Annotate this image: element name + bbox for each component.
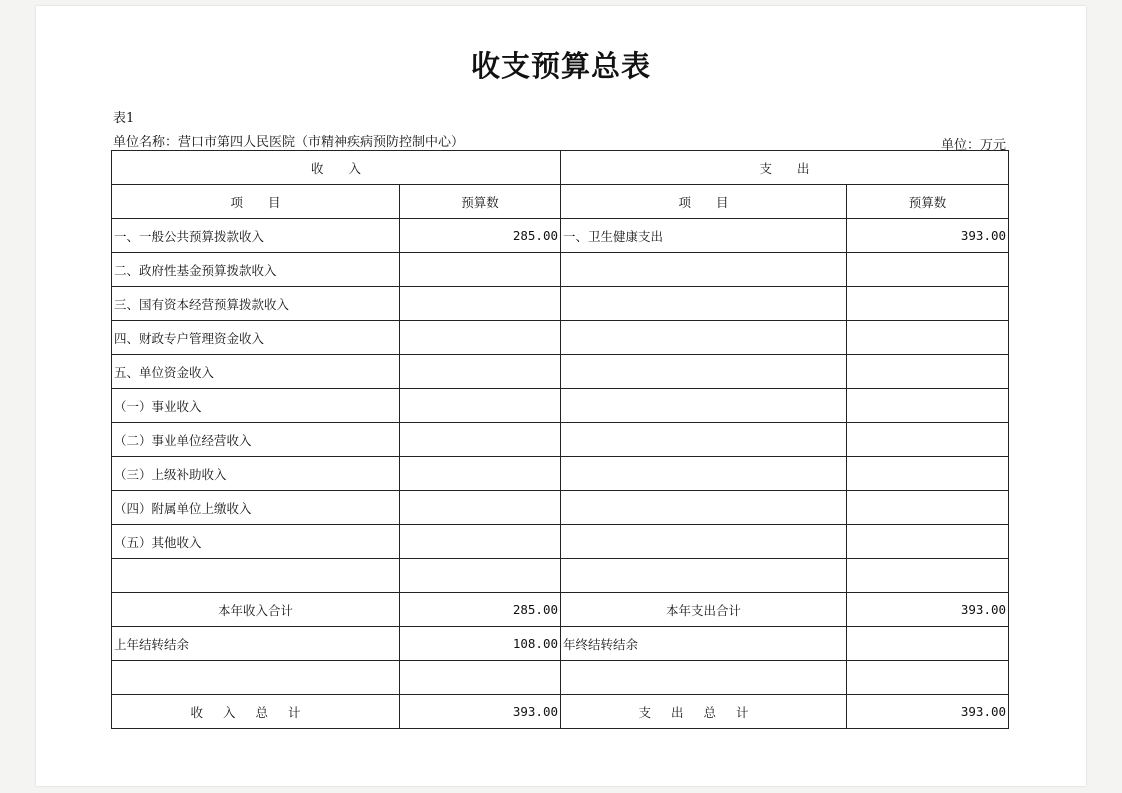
- income-item-cell: 五、单位资金收入: [112, 355, 400, 389]
- expense-item-cell: [561, 423, 847, 457]
- expense-value-cell: [847, 423, 1009, 457]
- expense-value-cell: [847, 287, 1009, 321]
- income-item-cell: （三）上级补助收入: [112, 457, 400, 491]
- expense-value-cell: [847, 457, 1009, 491]
- unit-label: 单位：万元: [940, 138, 1006, 153]
- table-header-row: [112, 151, 1009, 185]
- expense-total-value: 393.00: [847, 695, 1009, 729]
- expense-carryover-value: [847, 627, 1009, 661]
- table-row: [112, 423, 1009, 457]
- table-row: [112, 559, 1009, 593]
- income-item-header: 项 目: [112, 185, 400, 219]
- income-subtotal-value: 285.00: [400, 593, 561, 627]
- table-row: [112, 287, 1009, 321]
- total-row: [112, 695, 1009, 729]
- table-row: [112, 525, 1009, 559]
- expense-value-cell: [847, 253, 1009, 287]
- expense-value-cell: [847, 321, 1009, 355]
- income-value-cell: [400, 423, 561, 457]
- income-value-cell: [400, 525, 561, 559]
- income-value-cell: [400, 457, 561, 491]
- expense-item-cell: [561, 559, 847, 593]
- table-subheader-row: [112, 185, 1009, 219]
- income-item-cell: （二）事业单位经营收入: [112, 423, 400, 457]
- budget-table: [111, 150, 1009, 729]
- expense-value-cell: [847, 525, 1009, 559]
- income-value-cell: [400, 355, 561, 389]
- expense-item-cell: 一、卫生健康支出: [561, 219, 847, 253]
- expense-total-label: 支出总计: [561, 695, 847, 729]
- table-row: [112, 321, 1009, 355]
- income-carryover-label: 上年结转结余: [112, 627, 400, 661]
- table-row: [112, 253, 1009, 287]
- income-value-cell: [400, 389, 561, 423]
- expense-value-cell: [847, 491, 1009, 525]
- table-row: [112, 389, 1009, 423]
- unit-name: 单位名称：营口市第四人民医院（市精神疾病预防控制中心）: [113, 135, 465, 150]
- income-total-label: 收入总计: [112, 695, 400, 729]
- income-value-cell: [400, 559, 561, 593]
- income-item-cell: 四、财政专户管理资金收入: [112, 321, 400, 355]
- expense-item-cell: [561, 355, 847, 389]
- table-row: [112, 355, 1009, 389]
- income-value-cell: [400, 287, 561, 321]
- table-row: [112, 219, 1009, 253]
- expense-budget-header: 预算数: [847, 185, 1009, 219]
- income-value-cell: [400, 253, 561, 287]
- expense-subtotal-value: 393.00: [847, 593, 1009, 627]
- income-item-cell: 三、国有资本经营预算拨款收入: [112, 287, 400, 321]
- expense-header: 支 出: [561, 151, 1009, 185]
- income-item-cell: （五）其他收入: [112, 525, 400, 559]
- expense-item-cell: [561, 457, 847, 491]
- blank-row: [112, 661, 1009, 695]
- expense-value-cell: [847, 389, 1009, 423]
- income-subtotal-label: 本年收入合计: [112, 593, 400, 627]
- income-budget-header: 预算数: [400, 185, 561, 219]
- expense-item-cell: [561, 389, 847, 423]
- carryover-row: [112, 627, 1009, 661]
- page-title: 收支预算总表: [470, 49, 651, 83]
- expense-value-cell: [847, 355, 1009, 389]
- income-item-cell: [112, 559, 400, 593]
- table-row: [112, 491, 1009, 525]
- income-value-cell: 285.00: [400, 219, 561, 253]
- expense-item-cell: [561, 253, 847, 287]
- expense-value-cell: 393.00: [847, 219, 1009, 253]
- expense-value-cell: [847, 559, 1009, 593]
- income-total-value: 393.00: [400, 695, 561, 729]
- expense-item-cell: [561, 287, 847, 321]
- table-row: [112, 457, 1009, 491]
- income-item-cell: （四）附属单位上缴收入: [112, 491, 400, 525]
- expense-subtotal-label: 本年支出合计: [561, 593, 847, 627]
- income-header: 收 入: [112, 151, 561, 185]
- expense-item-cell: [561, 491, 847, 525]
- income-item-cell: 一、一般公共预算拨款收入: [112, 219, 400, 253]
- expense-item-cell: [561, 321, 847, 355]
- expense-carryover-label: 年终结转结余: [561, 627, 847, 661]
- table-number: 表1: [113, 111, 135, 126]
- subtotal-row: [112, 593, 1009, 627]
- income-value-cell: [400, 491, 561, 525]
- income-item-cell: （一）事业收入: [112, 389, 400, 423]
- income-item-cell: 二、政府性基金预算拨款收入: [112, 253, 400, 287]
- income-carryover-value: 108.00: [400, 627, 561, 661]
- expense-item-header: 项 目: [561, 185, 847, 219]
- income-value-cell: [400, 321, 561, 355]
- expense-item-cell: [561, 525, 847, 559]
